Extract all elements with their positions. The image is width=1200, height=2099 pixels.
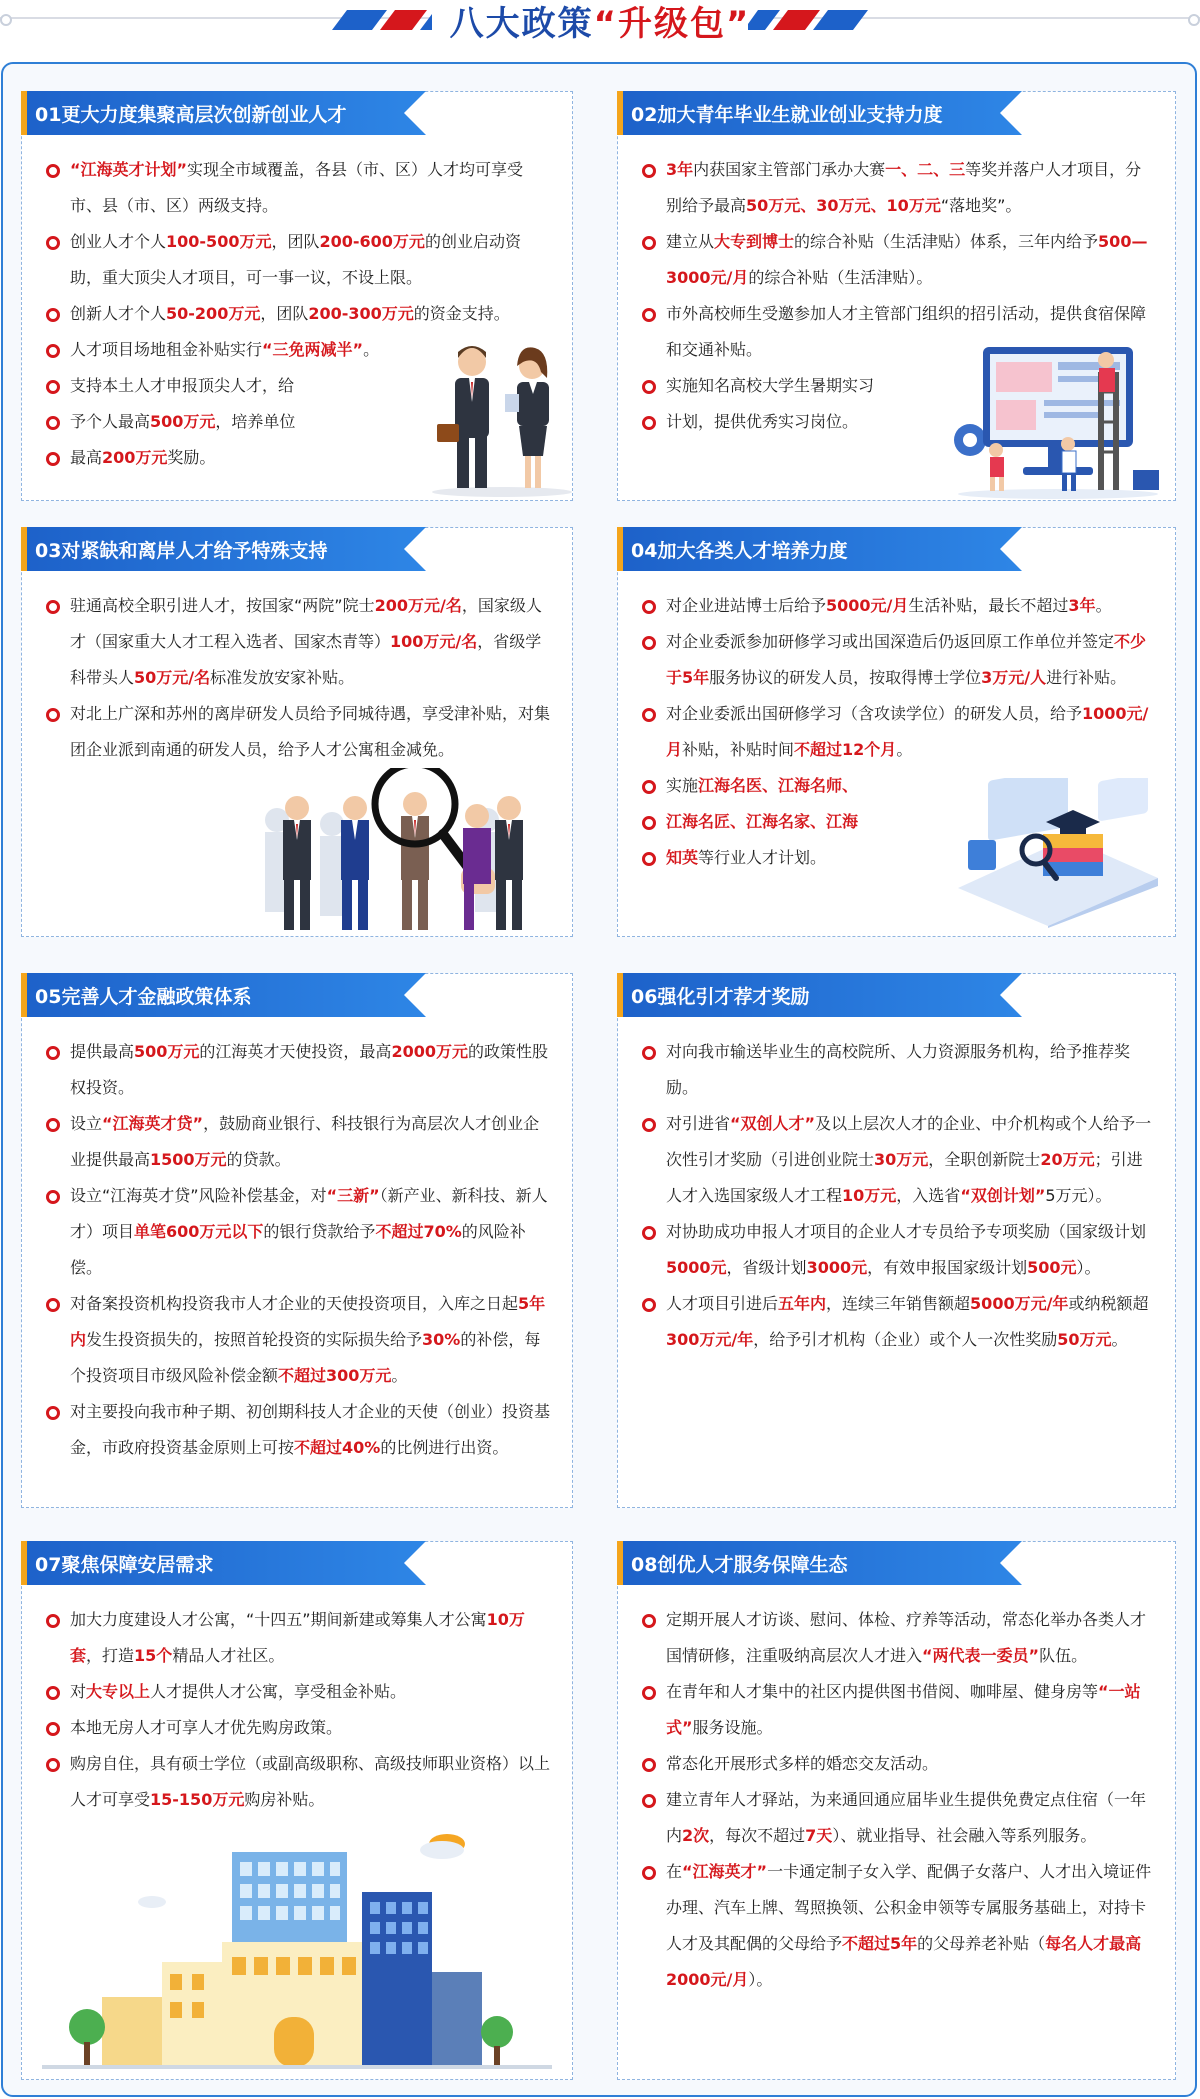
item-text: 的比例进行出资。 xyxy=(380,1438,509,1457)
policy-card-01 xyxy=(21,91,573,501)
item-text: 对企业委派参加研修学习或出国深造后仍返回原工作单位并签定 xyxy=(666,632,1115,651)
policy-item xyxy=(640,224,1153,296)
highlight-text: 3万元/人 xyxy=(981,668,1047,687)
item-text: 。 xyxy=(391,1366,408,1385)
item-text: ，连续三年销售额超 xyxy=(826,1294,971,1313)
highlight-text: 100-500万元 xyxy=(166,232,272,251)
education-illustration xyxy=(948,778,1168,928)
highlight-text: 200万元/名 xyxy=(374,596,462,615)
highlight-text: 不超过70% xyxy=(375,1222,462,1241)
item-text: ；引进人才入选国家级人才工程 xyxy=(666,1150,1143,1205)
title-stripes-right xyxy=(748,10,868,30)
policy-item xyxy=(640,840,936,876)
item-text: 对 xyxy=(70,1682,87,1701)
item-text: ，给予引才机构（企业）或个人一次性奖励 xyxy=(753,1330,1058,1349)
policy-item xyxy=(640,624,1153,696)
highlight-text: 知英 xyxy=(666,848,699,867)
policy-card-04 xyxy=(617,527,1176,937)
policy-item xyxy=(44,1286,550,1394)
card-title: 02加大青年毕业生就业创业支持力度 xyxy=(631,103,943,126)
policy-item xyxy=(44,1394,550,1466)
card-title: 07聚焦保障安居需求 xyxy=(35,1553,214,1576)
highlight-text: 5000元 xyxy=(666,1258,727,1277)
highlight-text: 江海名医、江海名师、 xyxy=(698,776,859,795)
item-text: 对备案投资机构投资我市人才企业的天使投资项目，入库之日起 xyxy=(70,1294,519,1313)
item-text: 精品人才社区。 xyxy=(172,1646,285,1665)
item-text: 的创业启动资助，重大顶尖人才项目，可一事一议，不设上限。 xyxy=(70,232,521,287)
policy-item xyxy=(44,368,340,404)
policy-item xyxy=(640,1106,1153,1214)
item-text: 的父母养老补贴（ xyxy=(917,1934,1046,1953)
policy-item xyxy=(640,1034,1153,1106)
card-title: 05完善人才金融政策体系 xyxy=(35,985,252,1008)
item-text: 的贷款。 xyxy=(226,1150,291,1169)
policy-item xyxy=(640,1214,1153,1286)
highlight-text: 20万元 xyxy=(1040,1150,1095,1169)
item-text: ）。 xyxy=(1076,1258,1101,1277)
highlight-text: “双创人才” xyxy=(730,1114,816,1133)
card-title: 03对紧缺和离岸人才给予特殊支持 xyxy=(35,539,328,562)
item-text: 定期开展人才访谈、慰问、体检、疗养等活动，常态化举办各类人才国情研修，注重吸纳高层次人才进入 xyxy=(666,1610,1147,1665)
item-text: ，国家级人才（国家重大人才工程入选者、国家杰青等） xyxy=(70,596,542,651)
highlight-text: 10万元 xyxy=(842,1186,897,1205)
item-text: 5万元）。 xyxy=(1045,1186,1112,1205)
item-text: 的资金支持。 xyxy=(413,304,510,323)
highlight-text: 每名人才最高 2000元/月 xyxy=(666,1934,1142,1989)
highlight-text: 大专以上 xyxy=(86,1682,151,1701)
item-text: 对向我市输送毕业生的高校院所、人力资源服务机构，给予推荐奖励。 xyxy=(666,1042,1131,1097)
item-text: ，省级学科带头人 xyxy=(70,632,542,687)
highlight-text: 500万元 xyxy=(134,1042,200,1061)
card-title-tag xyxy=(617,527,1022,571)
header xyxy=(0,0,1200,44)
item-text: 对主要投向我市种子期、初创期科技人才企业的天使（创业）投资基金，市政府投资基金原则上可按 xyxy=(70,1402,551,1457)
item-text: 进行补贴。 xyxy=(1046,668,1127,687)
item-text: 服务设施。 xyxy=(692,1718,773,1737)
highlight-text: “江海英才计划” xyxy=(70,160,188,179)
policy-item xyxy=(640,696,1153,768)
highlight-text: 五年内 xyxy=(778,1294,827,1313)
highlight-text: 50万元、30万元、10万元 xyxy=(746,196,941,215)
highlight-text: 2000万元 xyxy=(391,1042,468,1061)
card-title-tag xyxy=(21,91,426,135)
item-text: 队伍。 xyxy=(1039,1646,1088,1665)
item-text: 提供最高 xyxy=(70,1042,135,1061)
highlight-text: 不少于5年 xyxy=(666,632,1147,687)
highlight-text: 500万元 xyxy=(150,412,216,431)
highlight-text: 100万元/名 xyxy=(390,632,478,651)
item-text: 的综合补贴（生活津贴）体系，三年内给予 xyxy=(794,232,1099,251)
highlight-text: 5年内 xyxy=(70,1294,546,1349)
policy-item xyxy=(44,1674,550,1710)
item-text: 的综合补贴（生活津贴）。 xyxy=(748,268,933,287)
policy-item xyxy=(640,1746,1153,1782)
highlight-text: 3年 xyxy=(1068,596,1096,615)
highlight-text: 一、二、三 xyxy=(885,160,966,179)
policy-item xyxy=(44,1602,550,1674)
card-items xyxy=(640,1034,1153,1358)
item-text: 。 xyxy=(1111,1330,1128,1349)
item-text: ，鼓励商业银行、科技银行为高层次人才创业企业提供最高 xyxy=(70,1114,540,1169)
card-title-tag xyxy=(617,91,1022,135)
highlight-text: 300万元/年 xyxy=(666,1330,754,1349)
card-title-tag xyxy=(617,973,1022,1017)
policy-card-07 xyxy=(21,1541,573,2080)
policy-item xyxy=(44,440,340,476)
card-title-tag xyxy=(21,527,426,571)
policy-item xyxy=(640,1674,1153,1746)
highlight-text: 200-600万元 xyxy=(319,232,425,251)
item-text: ，团队 xyxy=(271,232,320,251)
item-text: 奖励。 xyxy=(167,448,216,467)
item-text: ，全职创新院士 xyxy=(928,1150,1041,1169)
item-text: 建立从 xyxy=(666,232,715,251)
item-text: 支持本土人才申报顶尖人才，给 xyxy=(70,376,295,395)
card-items xyxy=(44,1602,550,1818)
card-title: 08创优人才服务保障生态 xyxy=(631,1553,848,1576)
item-text: 内获国家主管部门承办大赛 xyxy=(693,160,886,179)
policy-item xyxy=(44,1178,550,1286)
item-text: （新产业、新科技、新人才）项目 xyxy=(70,1186,548,1241)
highlight-text: 3000元 xyxy=(806,1258,868,1277)
policy-item xyxy=(640,768,936,804)
item-text: ，省级计划 xyxy=(726,1258,807,1277)
highlight-text: “一站式” xyxy=(666,1682,1141,1737)
highlight-text: 不超过300万元 xyxy=(278,1366,392,1385)
item-text: 。 xyxy=(1095,596,1112,615)
policy-item xyxy=(44,1106,550,1178)
policy-card-02 xyxy=(617,91,1176,501)
item-text: 实现全市域覆盖，各县（市、区）人才均可享受市、县（市、区）两级支持。 xyxy=(70,160,524,215)
card-title: 06强化引才荐才奖励 xyxy=(631,985,810,1008)
highlight-text: 50万元 xyxy=(1057,1330,1112,1349)
policy-item xyxy=(640,152,1153,224)
highlight-text: “三免两减半” xyxy=(262,340,364,359)
item-text: 对企业委派出国研修学习（含攻读学位）的研发人员，给予 xyxy=(666,704,1083,723)
highlight-text: 500元 xyxy=(1027,1258,1077,1277)
highlight-text: 大专到博士 xyxy=(714,232,795,251)
item-text: 人才项目场地租金补贴实行 xyxy=(70,340,263,359)
item-text: ，打造 xyxy=(86,1646,135,1665)
item-text: ，入选省 xyxy=(896,1186,961,1205)
item-text: ，培养单位 xyxy=(215,412,296,431)
policy-item xyxy=(640,1602,1153,1674)
policy-item xyxy=(640,1782,1153,1854)
policy-item xyxy=(44,152,550,224)
item-text: 在青年和人才集中的社区内提供图书借阅、咖啡屋、健身房等 xyxy=(666,1682,1099,1701)
policy-card-05 xyxy=(21,973,573,1508)
card-items xyxy=(44,1034,550,1466)
policy-item xyxy=(640,804,936,840)
item-text: 创业人才个人 xyxy=(70,232,167,251)
policy-item xyxy=(640,1286,1153,1358)
item-text: 人才项目引进后 xyxy=(666,1294,779,1313)
policy-item xyxy=(640,1854,1153,1998)
highlight-text: 200万元 xyxy=(102,448,168,467)
item-text: 的江海英才天使投资，最高 xyxy=(199,1042,392,1061)
item-text: 创新人才个人 xyxy=(70,304,167,323)
rule-dot xyxy=(0,14,12,26)
policy-item xyxy=(44,296,550,332)
card-title-tag xyxy=(21,973,426,1017)
item-text: 人才提供人才公寓，享受租金补贴。 xyxy=(150,1682,407,1701)
title-main: 八大政策 xyxy=(449,3,594,44)
highlight-text: “两代表一委员” xyxy=(922,1646,1040,1665)
policy-item xyxy=(640,368,926,404)
highlight-text: 1000元/月 xyxy=(666,704,1149,759)
policy-item xyxy=(44,1034,550,1106)
talent-search-illustration xyxy=(237,768,537,936)
highlight-text: “双创计划” xyxy=(960,1186,1046,1205)
highlight-text: 15个 xyxy=(134,1646,173,1665)
card-title-tag xyxy=(617,1541,1022,1585)
highlight-text: 3年 xyxy=(666,160,694,179)
item-text: 或纳税额超 xyxy=(1068,1294,1149,1313)
item-text: ）、就业指导、社会融入等系列服务。 xyxy=(832,1826,1097,1845)
highlight-text: “三新” xyxy=(326,1186,380,1205)
city-buildings-illustration xyxy=(42,1822,552,2072)
policy-item xyxy=(44,696,550,768)
item-text: 设立“江海英才贷”风险补偿基金，对 xyxy=(70,1186,327,1205)
highlight-text: 30万元 xyxy=(874,1150,929,1169)
item-text: 计划，提供优秀实习岗位。 xyxy=(666,412,859,431)
policy-item xyxy=(44,588,550,696)
item-text: 购房自住，具有硕士学位（或副高级职称、高级技师职业资格）以上人才可享受 xyxy=(70,1754,551,1809)
policy-item xyxy=(640,404,926,440)
highlight-text: 5000万元/年 xyxy=(970,1294,1069,1313)
business-people-illustration xyxy=(427,332,577,497)
item-text: 一卡通定制子女入学、配偶子女落户、人才出入境证件办理、汽车上牌、驾照换领、公积金申领等专属服务基础上，对持卡人才及其配偶的父母给予 xyxy=(666,1862,1152,1953)
item-text: ，每次不超过 xyxy=(709,1826,806,1845)
policy-item xyxy=(44,404,340,440)
item-text: 购房补贴。 xyxy=(244,1790,325,1809)
item-text: 予个人最高 xyxy=(70,412,151,431)
item-text: 实施知名高校大学生暑期实习 xyxy=(666,376,875,395)
card-items xyxy=(44,588,550,768)
highlight-text: 单笔600万元以下 xyxy=(134,1222,264,1241)
item-text: 驻通高校全职引进人才，按国家“两院”院士 xyxy=(70,596,375,615)
highlight-text: “江海英才贷” xyxy=(102,1114,204,1133)
highlight-text: 500—3000元/月 xyxy=(666,232,1148,287)
highlight-text: 不超过40% xyxy=(294,1438,381,1457)
item-text: 对北上广深和苏州的离岸研发人员给予同城待遇，享受津补贴，对集团企业派到南通的研发人员，给予人才公寓租金减免。 xyxy=(70,704,551,759)
item-text: 最高 xyxy=(70,448,103,467)
item-text: 等奖并落户人才项目，分别给予最高 xyxy=(666,160,1142,215)
item-text: 。 xyxy=(896,740,913,759)
item-text: 本地无房人才可享人才优先购房政策。 xyxy=(70,1718,343,1737)
item-text: 服务协议的研发人员，按取得博士学位 xyxy=(709,668,982,687)
item-text: “落地奖”。 xyxy=(940,196,1022,215)
item-text: 建立青年人才驿站，为来通回通应届毕业生提供免费定点住宿（一年内 xyxy=(666,1790,1147,1845)
item-text: 等行业人才计划。 xyxy=(698,848,827,867)
highlight-text: 不超过12个月 xyxy=(794,740,897,759)
policy-card-06 xyxy=(617,973,1176,1508)
item-text: 发生投资损失的，按照首轮投资的实际损失给予 xyxy=(86,1330,423,1349)
item-text: ）。 xyxy=(748,1970,773,1989)
policy-item xyxy=(44,1710,550,1746)
highlight-text: “江海英才” xyxy=(682,1862,768,1881)
policy-item xyxy=(44,224,550,296)
highlight-text: 1500万元 xyxy=(150,1150,227,1169)
policy-item xyxy=(640,588,1153,624)
highlight-text: 30% xyxy=(422,1330,461,1349)
highlight-text: 2次 xyxy=(682,1826,710,1845)
highlight-text: 5000元/月 xyxy=(826,596,909,615)
item-text: 实施 xyxy=(666,776,699,795)
item-text: 设立 xyxy=(70,1114,103,1133)
card-title: 01更大力度集聚高层次创新创业人才 xyxy=(35,103,347,126)
item-text: 加大力度建设人才公寓，“十四五”期间新建或筹集人才公寓 xyxy=(70,1610,487,1629)
policy-card-03 xyxy=(21,527,573,937)
highlight-text: 江海名匠、江海名家、江海 xyxy=(666,812,859,831)
highlight-text: 50万元/名 xyxy=(134,668,211,687)
item-text: 对企业进站博士后给予 xyxy=(666,596,827,615)
title-highlight: “升级包” xyxy=(593,3,751,44)
item-text: 的政策性股权投资。 xyxy=(70,1042,548,1097)
item-text: 常态化开展形式多样的婚恋交友活动。 xyxy=(666,1754,939,1773)
highlight-text: 15-150万元 xyxy=(150,1790,245,1809)
card-title: 04加大各类人才培养力度 xyxy=(631,539,848,562)
policy-card-08 xyxy=(617,1541,1176,2080)
workspace-illustration xyxy=(948,332,1163,500)
item-text: ，团队 xyxy=(260,304,309,323)
highlight-text: 10万套 xyxy=(70,1610,525,1665)
item-text: 的补偿，每个投资项目市级风险补偿金额 xyxy=(70,1330,541,1385)
item-text: ，有效申报国家级计划 xyxy=(867,1258,1028,1277)
item-text: 的银行贷款给予 xyxy=(263,1222,376,1241)
item-text: 市外高校师生受邀参加人才主管部门组织的招引活动，提供食宿保障和交通补贴。 xyxy=(666,304,1147,359)
highlight-text: 7天 xyxy=(805,1826,833,1845)
rule-dot xyxy=(1188,14,1200,26)
highlight-text: 200-300万元 xyxy=(308,304,414,323)
highlight-text: 50-200万元 xyxy=(166,304,261,323)
highlight-text: 不超过5年 xyxy=(842,1934,918,1953)
item-text: 及以上层次人才的企业、中介机构或个人给予一次性引才奖励（引进创业院士 xyxy=(666,1114,1152,1169)
item-text: 对引进省 xyxy=(666,1114,731,1133)
item-text: 标准发放安家补贴。 xyxy=(210,668,355,687)
item-text: 补贴，补贴时间 xyxy=(682,740,795,759)
policy-item xyxy=(44,1746,550,1818)
card-title-tag xyxy=(21,1541,426,1585)
item-text: 对协助成功申报人才项目的企业人才专员给予专项奖励（国家级计划 xyxy=(666,1222,1147,1241)
item-text: 在 xyxy=(666,1862,683,1881)
item-text: 生活补贴，最长不超过 xyxy=(908,596,1069,615)
item-text: 的风险补偿。 xyxy=(70,1222,526,1277)
item-text: 。 xyxy=(363,340,380,359)
card-items xyxy=(640,1602,1153,1998)
